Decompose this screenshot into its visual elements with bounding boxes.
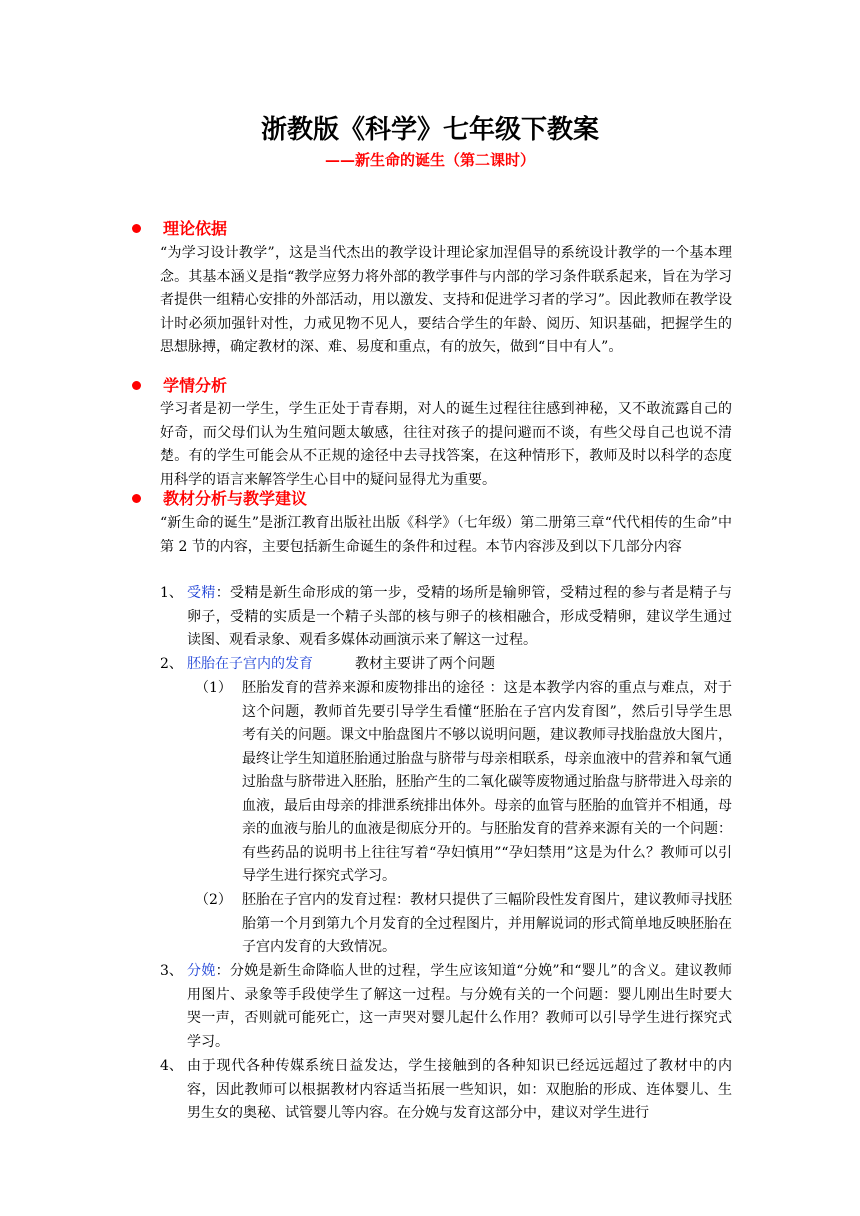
section-paragraph: “新生命的诞生”是浙江教育出版社出版《科学》（七年级）第二册第三章“代代相传的生命”中第 2 节的内容，主要包括新生命诞生的条件和过程。本节内容涉及到以下几部分内容 [160,515,732,555]
item-text [187,582,732,653]
sub-item-text: 胚胎在子宫内的发育过程：教材只提供了三幅阶段性发育图片，建议教师寻找胚胎第一个月到第九个月发育的全过程图片，并用解说词的形式简单地反映胚胎在子宫内发育的大致情况。 [242,892,732,955]
item-body: ：分娩是新生命降临人世的过程，学生应该知道“分娩”和“婴儿”的含义。建议教师用图片、录象等手段使学生了解这一过程。与分娩有关的一个问题：婴儿刚出生时要大哭一声，否则就可能死亡，这一声哭对婴儿起什么作用？教师可以引导学生进行探究式学习。 [187,963,732,1050]
section-title: 理论依据 [163,219,228,238]
document-title: 浙教版《科学》七年级下教案 [260,115,599,145]
bullet-icon [132,224,141,233]
sub-item-text: 胚胎发育的营养来源和废物排出的途径 ：这是本教学内容的重点与难点，对于这个问题，教师首先要引导学生看懂“胚胎在子宫内发育图”，然后引导学生思考有关的问题。课文中胎盘图片不够以说明问题，建议教师寻找胎盘放大图片，最终让学生知道胚胎通过胎盘与脐带与母亲相联系，母亲血液中的营养和氧气通过胎盘与脐带进入胚胎，胚胎产生的二氧化碳等废物通过胎盘与脐带进入母亲的血液，最后由母亲的排泄系统排出体外。母亲的血管与胚胎的血管并不相通，母亲的血液与胎儿的血液是彻底分开的。与胚胎发育的营养来源有关的一个问题：有些药品的说明书上往往写着“孕妇慎用”“孕妇禁用”这是为什么？教师可以引导学生进行探究式学习。 [242,680,732,884]
section-title: 教材分析与教学建议 [163,489,308,508]
bullet-icon [132,494,141,503]
document-subtitle: ——新生命的诞生（第二课时） [324,151,535,169]
sub-item-number: （1） [195,680,232,696]
item-text [187,1055,732,1126]
item-number: 3、 [160,963,183,979]
item-keyword: 胚胎在子宫内的发育 [187,656,313,672]
item-keyword: 受精 [187,585,216,601]
section-paragraph: 学习者是初一学生，学生正处于青春期，对人的诞生过程往往感到神秘，又不敢流露自己的好奇，而父母们认为生殖问题太敏感，往往对孩子的提问避而不谈，有些父母自己也说不清楚。有的学生可能会从不正规的途径中去寻找答案，在这种情形下，教师及时以科学的态度用科学的语言来解答学生心目中的疑问显得尤为重要。 [160,401,732,488]
item-body: ：受精是新生命形成的第一步，受精的场所是输卵管，受精过程的参与者是精子与卵子，受精的实质是一个精子头部的核与卵子的核相融合，形成受精卵，建议学生通过读图、观看录象、观看多媒体动画演示来了解这一过程。 [187,585,732,648]
item-body: 由于现代各种传媒系统日益发达，学生接触到的各种知识已经远远超过了教材中的内容，因此教师可以根据教材内容适当拓展一些知识，如：双胞胎的形成、连体婴儿、生男生女的奥秘、试管婴儿等内容。在分娩与发育这部分中，建议对学生进行 [187,1058,732,1121]
item-number: 4、 [160,1058,183,1074]
bullet-icon [132,381,141,390]
item-text [187,960,732,1054]
item-body: 教材主要讲了两个问题 [313,656,495,672]
item-text [187,653,732,677]
item-number: 2、 [160,656,183,672]
item-number: 1、 [160,585,183,601]
item-keyword: 分娩 [187,963,216,979]
section-title: 学情分析 [163,376,228,395]
sub-item-number: （2） [195,892,232,908]
section-paragraph: “为学习设计教学”，这是当代杰出的教学设计理论家加涅倡导的系统设计教学的一个基本理念。其基本涵义是指“教学应努力将外部的教学事件与内部的学习条件联系起来，旨在为学习者提供一组精心安排的外部活动，用以激发、支持和促进学习者的学习”。因此教师在教学设计时必须加强针对性，力戒见物不见人，要结合学生的年龄、阅历、知识基础，把握学生的思想脉搏，确定教材的深、难、易度和重点，有的放矢，做到“目中有人”。 [160,245,732,355]
